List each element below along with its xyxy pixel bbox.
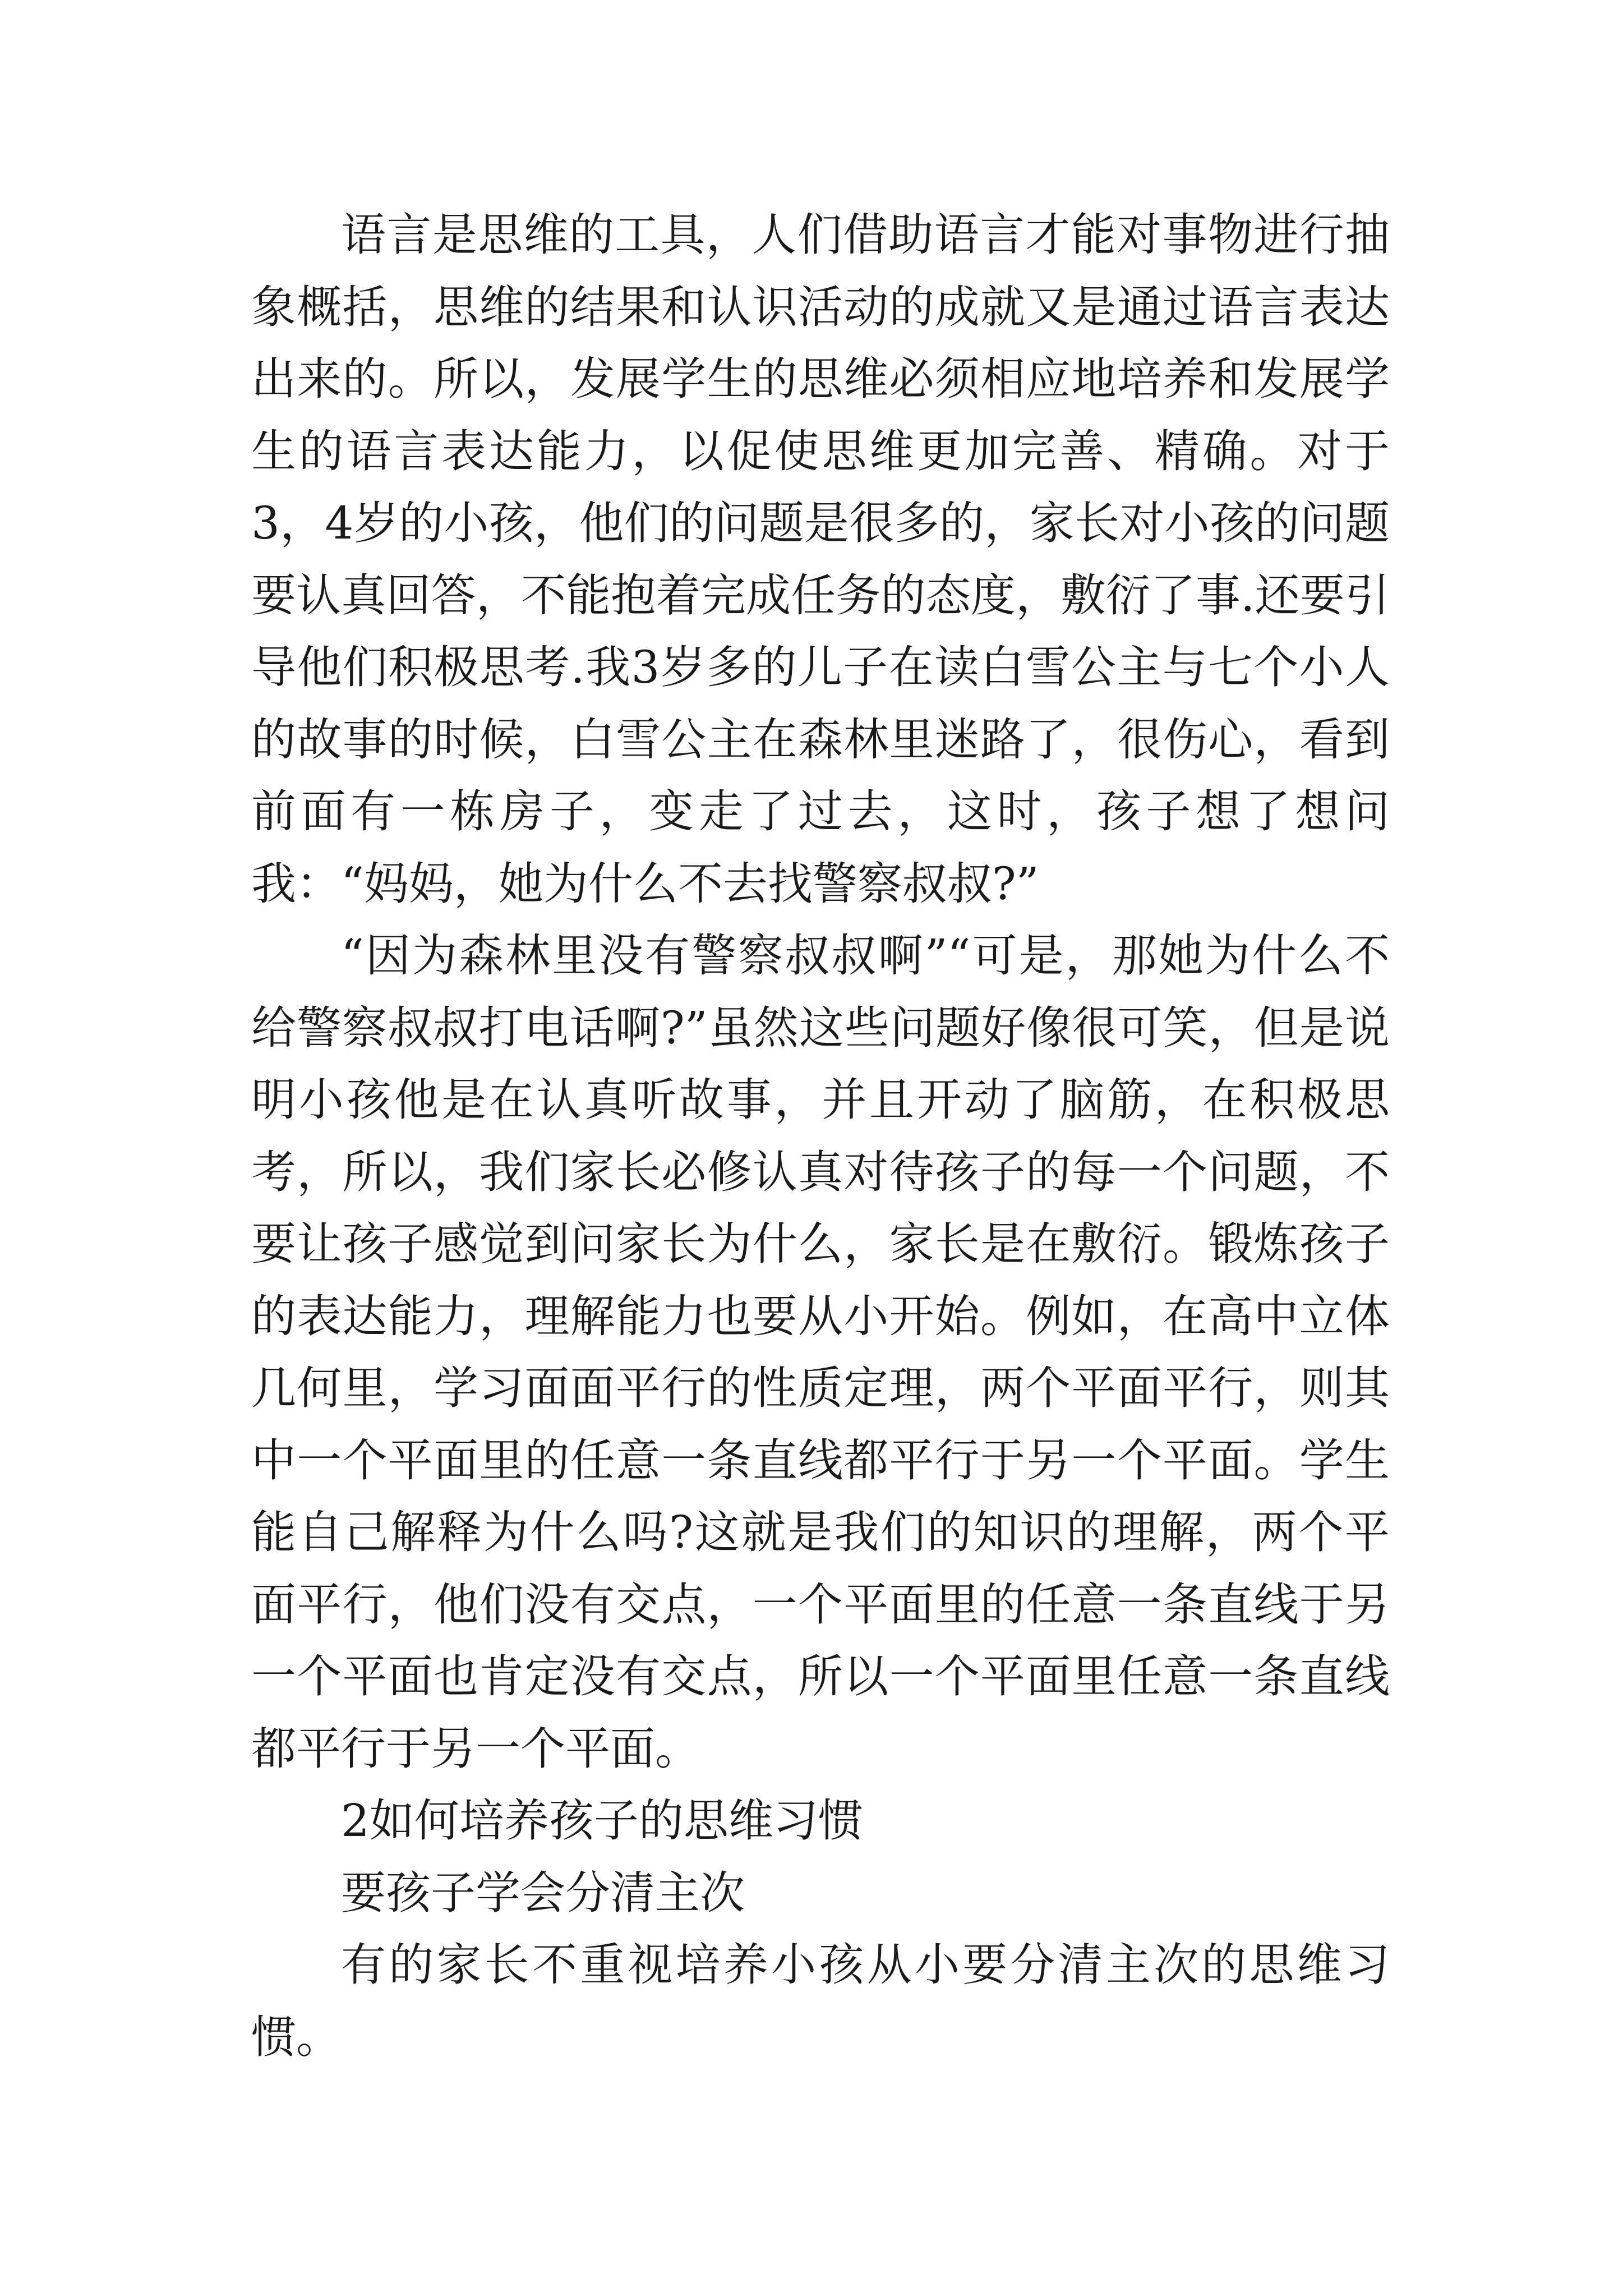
subsection-heading: 要孩子学会分清主次 (341, 1866, 745, 1919)
paragraph-police-dialogue: “因为森林里没有警察叔叔啊”“可是，那她为什么不给警察叔叔打电话啊?”虽然这些问题好像很可笑，但是说明小孩他是在认真听故事，并且开动了脑筋，在积极思考，所以，我们家长必修认真对待孩子的每一个问题，不要让孩子感觉到问家长为什么，家长是在敷衍。锻炼孩子的表达能力，理解能力也要从小开始。例如，在高中立体几何里，学习面面平行的性质定理，两个平面平行，则其中一个平面里的任意一条直线都平行于另一个平面。学生能自己解释为什么吗?这就是我们的知识的理解，两个平面平行，他们没有交点，一个平面里的任意一条直线于另一个平面也肯定没有交点，所以一个平面里任意一条直线都平行于另一个平面。 (251, 930, 1390, 1775)
paragraph-language-thinking: 语言是思维的工具，人们借助语言才能对事物进行抽象概括，思维的结果和认识活动的成就又是通过语言表达出来的。所以，发展学生的思维必须相应地培养和发展学生的语言表达能力，以促使思维更加完善、精确。对于3，4岁的小孩，他们的问题是很多的，家长对小孩的问题要认真回答，不能抱着完成任务的态度，敷衍了事.还要引导他们积极思考.我3岁多的儿子在读白雪公主与七个小人的故事的时候，白雪公主在森林里迷路了，很伤心，看到前面有一栋房子，变走了过去，这时，孩子想了想问我：“妈妈，她为什么不去找警察叔叔?” (251, 209, 1390, 910)
document-body (251, 199, 1390, 2073)
section-heading: 2如何培养孩子的思维习惯 (341, 1795, 863, 1847)
paragraph-priorities: 有的家长不重视培养小孩从小要分清主次的思维习惯。 (251, 1939, 1390, 2063)
